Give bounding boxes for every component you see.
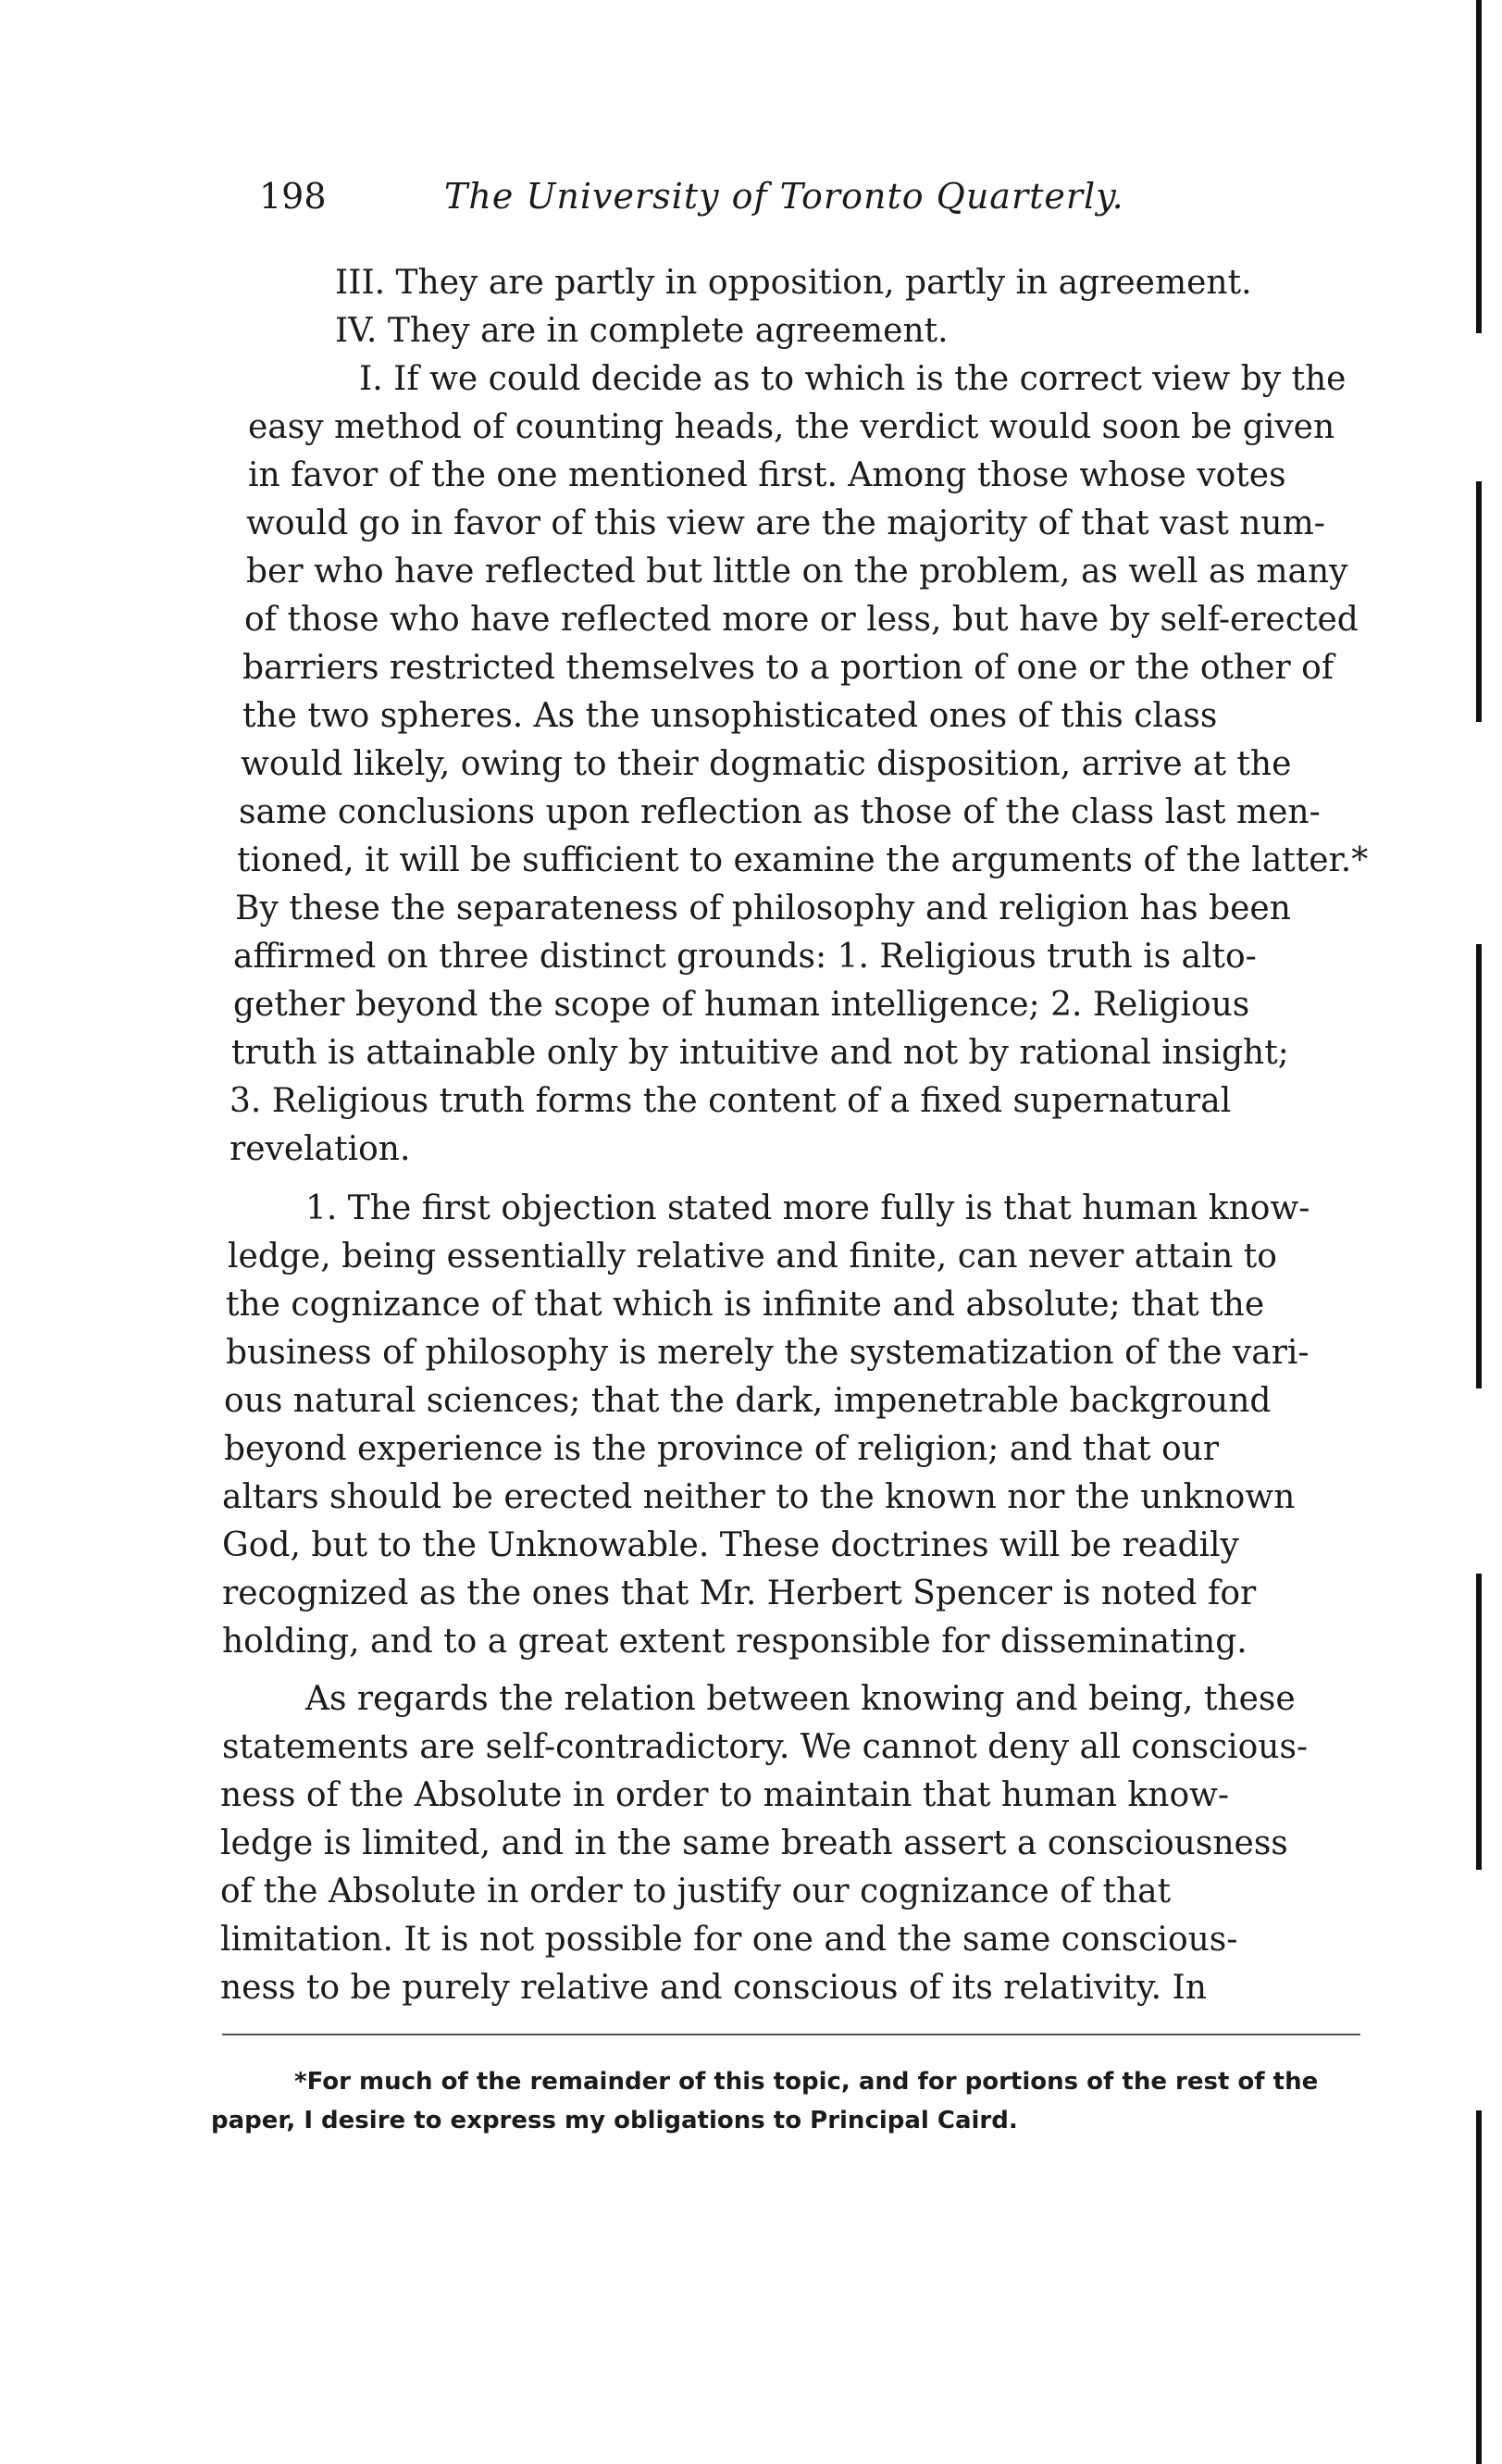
page-number: 198 <box>259 176 327 217</box>
text-line: IV. They are in complete agreement. <box>335 312 949 350</box>
text-line: ledge is limited, and in the same breath assert a consciousness <box>220 1824 1288 1862</box>
text-line: As regards the relation between knowing and being, these <box>305 1680 1296 1718</box>
text-line: the two spheres. As the unsophisticated ones of this class <box>242 697 1218 735</box>
text-line: same conclusions upon reflection as those of the class last men- <box>239 793 1321 831</box>
text-line: affirmed on three distinct grounds: 1. Religious truth is alto- <box>233 938 1257 976</box>
text-line: recognized as the ones that Mr. Herbert Spencer is noted for <box>222 1574 1257 1612</box>
text-line: gether beyond the scope of human intelligence; 2. Religious <box>233 986 1250 1024</box>
text-line: statements are self-contradictory. We cannot deny all conscious- <box>222 1728 1309 1766</box>
text-line: altars should be erected neither to the known nor the unknown <box>222 1478 1296 1516</box>
text-line: tioned, it will be sufficient to examine the arguments of the latter.* <box>237 841 1369 879</box>
text-line: ness to be purely relative and conscious of its relativity. In <box>220 1969 1207 2007</box>
text-line: of those who have reflected more or less, but have by self-erected <box>244 601 1359 639</box>
running-title: The University of Toronto Quarterly. <box>444 176 1124 217</box>
text-line: limitation. It is not possible for one and the same conscious- <box>220 1921 1238 1959</box>
text-line: ber who have reflected but little on the problem, as well as many <box>246 553 1348 591</box>
text-line: barriers restricted themselves to a portion of one or the other of <box>242 649 1334 687</box>
text-line: holding, and to a great extent responsible for disseminating. <box>222 1623 1248 1661</box>
footnote-line: *For much of the remainder of this topic, and for portions of the rest of the <box>294 2068 1319 2096</box>
page-header <box>250 176 1194 231</box>
footnote-line: paper, I desire to express my obligations to Principal Caird. <box>211 2107 1018 2134</box>
text-line: would likely, owing to their dogmatic disposition, arrive at the <box>241 745 1292 783</box>
text-line: ness of the Absolute in order to maintain that human know- <box>220 1776 1230 1814</box>
text-line: By these the separateness of philosophy and religion has been <box>235 890 1291 927</box>
footnote-divider <box>222 2034 1360 2035</box>
text-line: business of philosophy is merely the systematization of the vari- <box>226 1334 1310 1372</box>
text-line: III. They are partly in opposition, partly in agreement. <box>335 264 1252 302</box>
text-line: truth is attainable only by intuitive and not by rational insight; <box>231 1034 1289 1072</box>
text-line: would go in favor of this view are the majority of that vast num- <box>246 504 1325 542</box>
text-line: 1. The first objection stated more fully is that human know- <box>305 1189 1310 1227</box>
text-line: revelation. <box>230 1130 411 1168</box>
text-line: beyond experience is the province of religion; and that our <box>224 1430 1220 1468</box>
text-line: ous natural sciences; that the dark, impenetrable background <box>224 1382 1272 1420</box>
text-line: I. If we could decide as to which is the correct view by the <box>359 360 1347 398</box>
text-line: the cognizance of that which is infinite and absolute; that the <box>226 1286 1265 1324</box>
scan-edge-shadow <box>1476 0 1483 2464</box>
text-line: easy method of counting heads, the verdict would soon be given <box>248 408 1335 446</box>
text-line: God, but to the Unknowable. These doctrines will be readily <box>222 1526 1239 1564</box>
text-line: 3. Religious truth forms the content of a fixed supernatural <box>230 1082 1232 1120</box>
text-line: of the Absolute in order to justify our cognizance of that <box>220 1873 1172 1910</box>
text-line: ledge, being essentially relative and finite, can never attain to <box>228 1238 1277 1276</box>
text-line: in favor of the one mentioned first. Among those whose votes <box>248 456 1286 494</box>
